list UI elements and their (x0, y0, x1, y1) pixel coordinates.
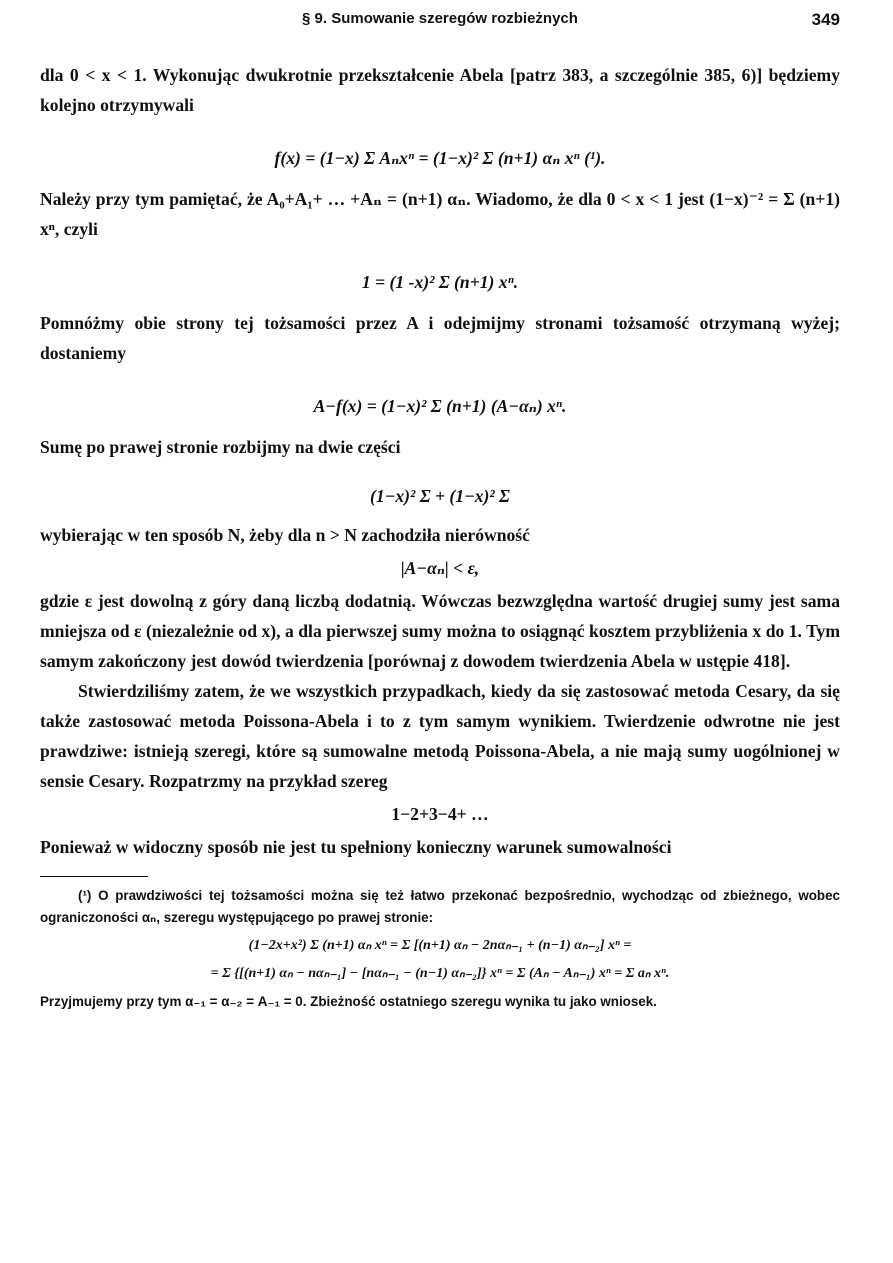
paragraph-7: Stwierdziliśmy zatem, że we wszystkich przypadkach, kiedy da się zastosować metoda Cesary, da się także zastosować metoda Poissona-Abela i to z tym samym wynikiem. Twierdzenie odwrotne nie jest prawdziwe: istnieją szeregi, które są sumowalne metodą Poissona-Abela, a nie mają sumy uogólnionej w sensie Cesary. Rozpatrzmy na przykład szereg (40, 681, 840, 791)
footnote-rule (40, 876, 148, 877)
equation-6: 1−2+3−4+ … (391, 804, 489, 824)
running-header (40, 10, 840, 32)
main-text (40, 60, 840, 1013)
paragraph-8: Ponieważ w widoczny sposób nie jest tu spełniony konieczny warunek sumowalności (40, 837, 672, 857)
paragraph-4: Sumę po prawej stronie rozbijmy na dwie części (40, 437, 401, 457)
paragraph-2: Należy przy tym pamiętać, że A₀+A₁+ … +Aₙ = (n+1) αₙ. Wiadomo, że dla 0 < x < 1 jest (1−x)⁻² = Σ (n+1) xⁿ, czyli (40, 189, 840, 239)
section-title: § 9. Sumowanie szeregów rozbieżnych (302, 10, 578, 27)
footnote-equation-2: = Σ {[(n+1) αₙ − nαₙ₋₁] − [nαₙ₋₁ − (n−1) αₙ₋₂]} xⁿ = Σ (Aₙ − Aₙ₋₁) xⁿ = Σ aₙ xⁿ. (210, 966, 670, 981)
equation-1: f(x) = (1−x) Σ Aₙxⁿ = (1−x)² Σ (n+1) αₙ xⁿ (¹). (274, 148, 606, 168)
equation-5: |A−αₙ| < ε, (400, 558, 480, 578)
footnote-equation-1: (1−2x+x²) Σ (n+1) αₙ xⁿ = Σ [(n+1) αₙ − 2nαₙ₋₁ + (n−1) αₙ₋₂] xⁿ = (248, 938, 632, 953)
equation-4: (1−x)² Σ + (1−x)² Σ (370, 486, 510, 506)
paragraph-1: dla 0 < x < 1. Wykonując dwukrotnie przekształcenie Abela [patrz 383, a szczególnie 385, 6)] będziemy kolejno otrzymywali (40, 65, 840, 115)
paragraph-5: wybierając w ten sposób N, żeby dla n > N zachodziła nierówność (40, 525, 530, 545)
equation-3: A−f(x) = (1−x)² Σ (n+1) (A−αₙ) xⁿ. (313, 396, 567, 416)
equation-2: 1 = (1 -x)² Σ (n+1) xⁿ. (361, 272, 519, 292)
paragraph-6: gdzie ε jest dowolną z góry daną liczbą dodatnią. Wówczas bezwzględna wartość drugiej sumy jest sama mniejsza od ε (niezależnie od x), a dla pierwszej sumy można to osiągnąć kosztem przybliżenia x do 1. Tym samym zakończony jest dowód twierdzenia [porównaj z dowodem twierdzenia Abela w ustępie 418]. (40, 591, 840, 671)
page-number: 349 (811, 10, 840, 29)
footnote-last-line: Przyjmujemy przy tym α₋₁ = α₋₂ = A₋₁ = 0. Zbieżność ostatniego szeregu wynika tu jako wniosek. (40, 994, 657, 1009)
footnote-text: (¹) O prawdziwości tej tożsamości można się też łatwo przekonać bezpośrednio, wychodząc od zbieżnego, wobec ograniczoności αₙ, szeregu występującego po prawej stronie: (40, 888, 840, 925)
paragraph-3: Pomnóżmy obie strony tej tożsamości przez A i odejmijmy stronami tożsamość otrzymaną wyżej; dostaniemy (40, 313, 840, 363)
footnote (40, 885, 840, 1013)
